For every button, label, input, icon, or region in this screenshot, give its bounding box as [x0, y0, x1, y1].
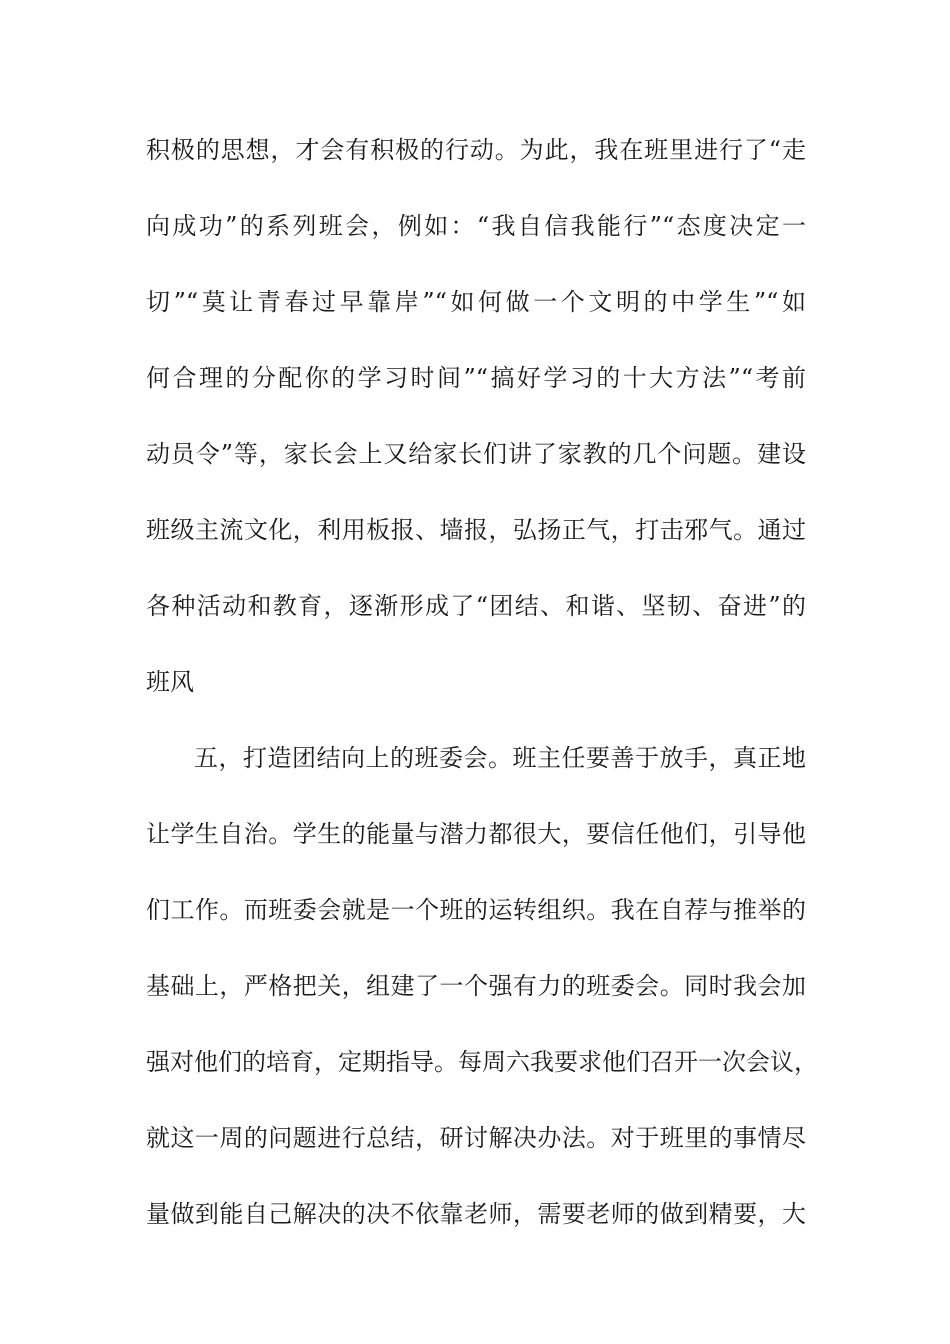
text-line: 向成功”的系列班会，例如：“我自信我能行”“态度决定一 — [146, 212, 806, 240]
text-line: 基础上，严格把关，组建了一个强有力的班委会。同时我会加 — [146, 972, 806, 1000]
text-line: 何合理的分配你的学习时间”“搞好学习的十大方法”“考前 — [146, 364, 806, 392]
text-line: 动员令”等，家长会上又给家长们讲了家教的几个问题。建设 — [146, 440, 806, 468]
text-line: 让学生自治。学生的能量与潜力都很大，要信任他们，引导他 — [146, 820, 806, 848]
text-line: 就这一周的问题进行总结，研讨解决办法。对于班里的事情尽 — [146, 1124, 806, 1152]
text-line: 积极的思想，才会有积极的行动。为此，我在班里进行了“走 — [146, 136, 806, 164]
text-line: 班级主流文化，利用板报、墙报，弘扬正气，打击邪气。通过 — [146, 516, 806, 544]
text-line: 各种活动和教育，逐渐形成了“团结、和谐、坚韧、奋进”的 — [146, 592, 806, 620]
text-line: 们工作。而班委会就是一个班的运转组织。我在自荐与推举的 — [146, 896, 806, 924]
text-line: 班风 — [146, 668, 194, 696]
paragraph-start-line: 五，打造团结向上的班委会。班主任要善于放手，真正地 — [194, 744, 806, 772]
text-line: 强对他们的培育，定期指导。每周六我要求他们召开一次会议， — [146, 1048, 818, 1076]
text-line: 量做到能自己解决的决不依靠老师，需要老师的做到精要，大 — [146, 1200, 806, 1228]
text-line: 切”“莫让青春过早靠岸”“如何做一个文明的中学生”“如 — [146, 288, 806, 316]
